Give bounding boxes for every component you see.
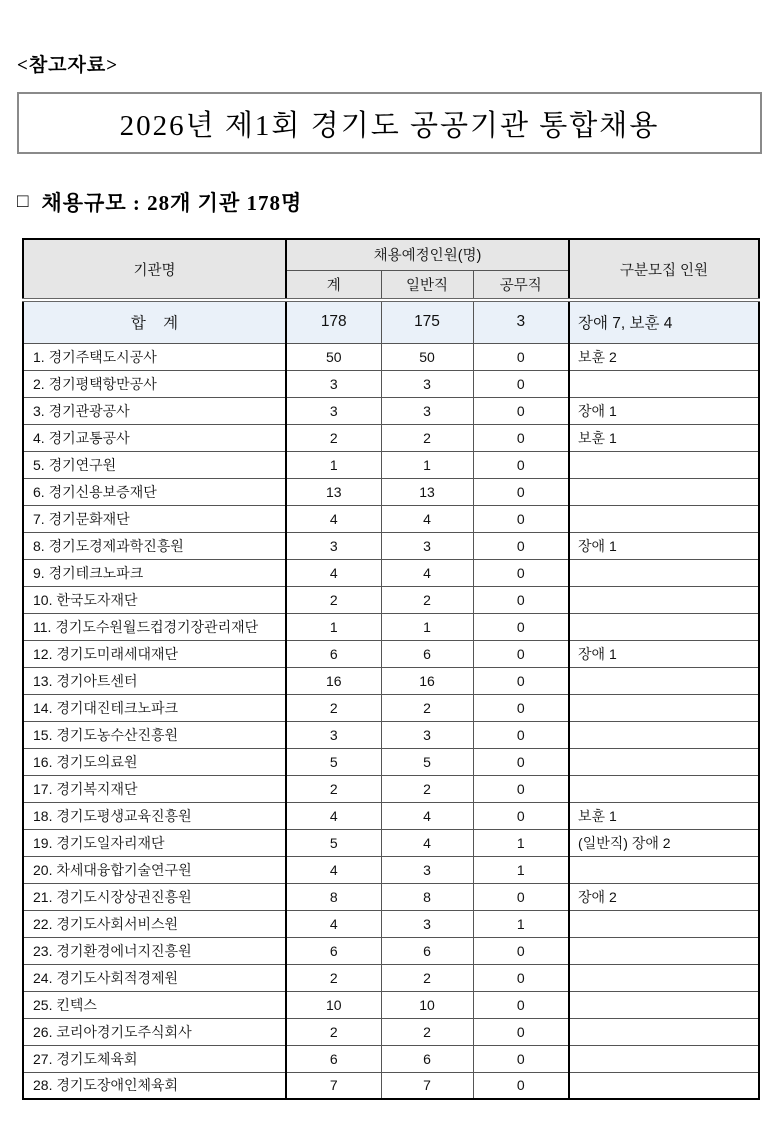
total-row-note: 장애 7, 보훈 4 xyxy=(569,300,759,343)
total-cell: 16 xyxy=(286,667,381,694)
general-cell: 2 xyxy=(381,424,473,451)
public-cell: 0 xyxy=(473,991,569,1018)
note-cell xyxy=(569,613,759,640)
general-cell: 3 xyxy=(381,721,473,748)
total-cell: 2 xyxy=(286,1018,381,1045)
org-name-cell: 22. 경기도사회서비스원 xyxy=(23,910,286,937)
org-name-cell: 16. 경기도의료원 xyxy=(23,748,286,775)
general-cell: 16 xyxy=(381,667,473,694)
public-cell: 0 xyxy=(473,964,569,991)
header-special-recruitment: 구분모집 인원 xyxy=(569,239,759,300)
table-row xyxy=(23,667,759,694)
note-cell xyxy=(569,721,759,748)
public-cell: 0 xyxy=(473,748,569,775)
total-cell: 2 xyxy=(286,775,381,802)
note-cell: 보훈 1 xyxy=(569,802,759,829)
note-cell xyxy=(569,478,759,505)
org-name-cell: 17. 경기복지재단 xyxy=(23,775,286,802)
public-cell: 0 xyxy=(473,721,569,748)
note-cell xyxy=(569,748,759,775)
note-cell xyxy=(569,1072,759,1099)
org-name-cell: 14. 경기대진테크노파크 xyxy=(23,694,286,721)
total-row-label: 합 계 xyxy=(23,300,286,343)
table-row xyxy=(23,721,759,748)
recruitment-scale-text: 채용규모 : 28개 기관 178명 xyxy=(41,191,303,215)
general-cell: 6 xyxy=(381,640,473,667)
reference-label: <참고자료> xyxy=(17,55,119,76)
total-cell: 7 xyxy=(286,1072,381,1099)
total-cell: 2 xyxy=(286,424,381,451)
total-cell: 2 xyxy=(286,586,381,613)
org-name-cell: 20. 차세대융합기술연구원 xyxy=(23,856,286,883)
general-cell: 3 xyxy=(381,856,473,883)
org-name-cell: 6. 경기신용보증재단 xyxy=(23,478,286,505)
total-row-total: 178 xyxy=(286,300,381,343)
general-cell: 4 xyxy=(381,829,473,856)
table-row xyxy=(23,748,759,775)
note-cell xyxy=(569,1045,759,1072)
total-cell: 6 xyxy=(286,640,381,667)
general-cell: 3 xyxy=(381,532,473,559)
org-name-cell: 24. 경기도사회적경제원 xyxy=(23,964,286,991)
table-row xyxy=(23,1045,759,1072)
org-name-cell: 23. 경기환경에너지진흥원 xyxy=(23,937,286,964)
total-cell: 4 xyxy=(286,505,381,532)
general-cell: 10 xyxy=(381,991,473,1018)
public-cell: 0 xyxy=(473,694,569,721)
title-box xyxy=(17,92,762,154)
table-row xyxy=(23,910,759,937)
note-cell xyxy=(569,775,759,802)
org-name-cell: 26. 코리아경기도주식회사 xyxy=(23,1018,286,1045)
total-row xyxy=(23,300,759,343)
general-cell: 2 xyxy=(381,1018,473,1045)
org-name-cell: 13. 경기아트센터 xyxy=(23,667,286,694)
table-row xyxy=(23,694,759,721)
public-cell: 0 xyxy=(473,505,569,532)
table-row xyxy=(23,451,759,478)
general-cell: 50 xyxy=(381,343,473,370)
public-cell: 1 xyxy=(473,856,569,883)
org-name-cell: 8. 경기도경제과학진흥원 xyxy=(23,532,286,559)
table-row xyxy=(23,559,759,586)
general-cell: 2 xyxy=(381,694,473,721)
public-cell: 0 xyxy=(473,937,569,964)
general-cell: 7 xyxy=(381,1072,473,1099)
org-name-cell: 10. 한국도자재단 xyxy=(23,586,286,613)
total-cell: 6 xyxy=(286,937,381,964)
total-cell: 5 xyxy=(286,748,381,775)
total-cell: 5 xyxy=(286,829,381,856)
note-cell xyxy=(569,586,759,613)
total-row-general: 175 xyxy=(381,300,473,343)
note-cell xyxy=(569,1018,759,1045)
table-row xyxy=(23,775,759,802)
total-cell: 13 xyxy=(286,478,381,505)
table-row xyxy=(23,397,759,424)
total-cell: 3 xyxy=(286,721,381,748)
public-cell: 0 xyxy=(473,613,569,640)
general-cell: 5 xyxy=(381,748,473,775)
public-cell: 0 xyxy=(473,343,569,370)
total-cell: 2 xyxy=(286,694,381,721)
note-cell xyxy=(569,559,759,586)
general-cell: 4 xyxy=(381,505,473,532)
table-row xyxy=(23,343,759,370)
note-cell xyxy=(569,370,759,397)
total-cell: 3 xyxy=(286,532,381,559)
general-cell: 3 xyxy=(381,397,473,424)
note-cell xyxy=(569,937,759,964)
header-total: 계 xyxy=(286,270,381,300)
table-row xyxy=(23,478,759,505)
table-row xyxy=(23,829,759,856)
table-row xyxy=(23,613,759,640)
public-cell: 0 xyxy=(473,370,569,397)
note-cell: 보훈 2 xyxy=(569,343,759,370)
note-cell: 장애 1 xyxy=(569,640,759,667)
note-cell xyxy=(569,694,759,721)
general-cell: 4 xyxy=(381,802,473,829)
org-name-cell: 19. 경기도일자리재단 xyxy=(23,829,286,856)
table-row xyxy=(23,1072,759,1099)
table-row xyxy=(23,964,759,991)
org-name-cell: 3. 경기관광공사 xyxy=(23,397,286,424)
total-cell: 10 xyxy=(286,991,381,1018)
public-cell: 0 xyxy=(473,802,569,829)
table-row xyxy=(23,802,759,829)
square-bullet-icon: □ xyxy=(17,190,30,212)
header-public-service-position: 공무직 xyxy=(473,270,569,300)
note-cell xyxy=(569,505,759,532)
note-cell xyxy=(569,991,759,1018)
public-cell: 0 xyxy=(473,667,569,694)
total-cell: 8 xyxy=(286,883,381,910)
note-cell xyxy=(569,964,759,991)
table-row xyxy=(23,640,759,667)
public-cell: 0 xyxy=(473,451,569,478)
note-cell: 장애 1 xyxy=(569,532,759,559)
total-cell: 1 xyxy=(286,613,381,640)
table-row xyxy=(23,424,759,451)
note-cell: 장애 1 xyxy=(569,397,759,424)
total-cell: 4 xyxy=(286,910,381,937)
public-cell: 0 xyxy=(473,640,569,667)
public-cell: 1 xyxy=(473,910,569,937)
header-org-name: 기관명 xyxy=(23,239,286,300)
table-body xyxy=(23,300,759,1099)
table-row xyxy=(23,991,759,1018)
org-name-cell: 2. 경기평택항만공사 xyxy=(23,370,286,397)
total-cell: 6 xyxy=(286,1045,381,1072)
org-name-cell: 28. 경기도장애인체육회 xyxy=(23,1072,286,1099)
total-cell: 2 xyxy=(286,964,381,991)
public-cell: 0 xyxy=(473,1072,569,1099)
general-cell: 2 xyxy=(381,964,473,991)
table-row xyxy=(23,937,759,964)
public-cell: 0 xyxy=(473,478,569,505)
total-cell: 1 xyxy=(286,451,381,478)
table-row xyxy=(23,856,759,883)
table-row xyxy=(23,586,759,613)
org-name-cell: 25. 킨텍스 xyxy=(23,991,286,1018)
note-cell xyxy=(569,910,759,937)
recruitment-table xyxy=(22,238,760,1100)
org-name-cell: 11. 경기도수원월드컵경기장관리재단 xyxy=(23,613,286,640)
general-cell: 1 xyxy=(381,451,473,478)
org-name-cell: 9. 경기테크노파크 xyxy=(23,559,286,586)
public-cell: 0 xyxy=(473,397,569,424)
general-cell: 1 xyxy=(381,613,473,640)
total-row-public: 3 xyxy=(473,300,569,343)
public-cell: 0 xyxy=(473,1018,569,1045)
public-cell: 1 xyxy=(473,829,569,856)
org-name-cell: 7. 경기문화재단 xyxy=(23,505,286,532)
general-cell: 3 xyxy=(381,370,473,397)
org-name-cell: 5. 경기연구원 xyxy=(23,451,286,478)
general-cell: 13 xyxy=(381,478,473,505)
table-row xyxy=(23,1018,759,1045)
note-cell xyxy=(569,667,759,694)
table-row xyxy=(23,370,759,397)
header-general-position: 일반직 xyxy=(381,270,473,300)
general-cell: 3 xyxy=(381,910,473,937)
note-cell xyxy=(569,451,759,478)
public-cell: 0 xyxy=(473,883,569,910)
general-cell: 8 xyxy=(381,883,473,910)
total-cell: 4 xyxy=(286,559,381,586)
total-cell: 4 xyxy=(286,802,381,829)
total-cell: 3 xyxy=(286,370,381,397)
table-row xyxy=(23,505,759,532)
total-cell: 3 xyxy=(286,397,381,424)
note-cell: (일반직) 장애 2 xyxy=(569,829,759,856)
org-name-cell: 12. 경기도미래세대재단 xyxy=(23,640,286,667)
public-cell: 0 xyxy=(473,586,569,613)
org-name-cell: 4. 경기교통공사 xyxy=(23,424,286,451)
org-name-cell: 18. 경기도평생교육진흥원 xyxy=(23,802,286,829)
public-cell: 0 xyxy=(473,559,569,586)
total-cell: 50 xyxy=(286,343,381,370)
public-cell: 0 xyxy=(473,775,569,802)
page-title: 2026년 제1회 경기도 공공기관 통합채용 xyxy=(119,109,660,142)
note-cell: 보훈 1 xyxy=(569,424,759,451)
table-row xyxy=(23,532,759,559)
note-cell: 장애 2 xyxy=(569,883,759,910)
recruitment-scale-heading xyxy=(17,187,762,217)
general-cell: 4 xyxy=(381,559,473,586)
org-name-cell: 1. 경기주택도시공사 xyxy=(23,343,286,370)
total-cell: 4 xyxy=(286,856,381,883)
table-header xyxy=(23,239,759,300)
header-planned-headcount-group: 채용예정인원(명) xyxy=(286,239,569,270)
note-cell xyxy=(569,856,759,883)
org-name-cell: 27. 경기도체육회 xyxy=(23,1045,286,1072)
org-name-cell: 15. 경기도농수산진흥원 xyxy=(23,721,286,748)
table-row xyxy=(23,883,759,910)
public-cell: 0 xyxy=(473,1045,569,1072)
org-name-cell: 21. 경기도시장상권진흥원 xyxy=(23,883,286,910)
public-cell: 0 xyxy=(473,532,569,559)
public-cell: 0 xyxy=(473,424,569,451)
general-cell: 6 xyxy=(381,937,473,964)
general-cell: 2 xyxy=(381,775,473,802)
general-cell: 2 xyxy=(381,586,473,613)
general-cell: 6 xyxy=(381,1045,473,1072)
